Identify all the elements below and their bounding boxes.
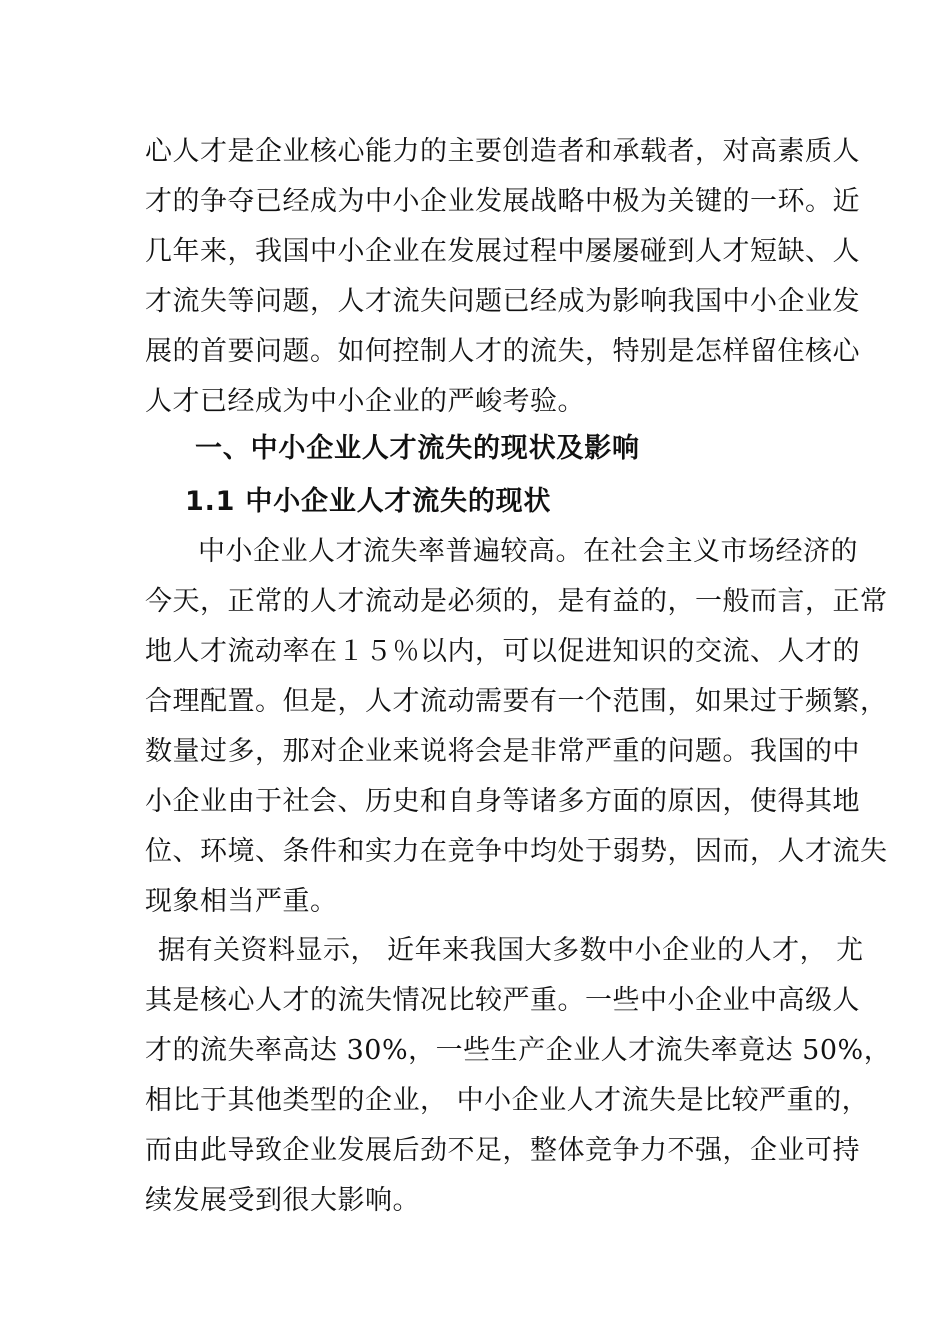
intro-line-1: 心人才是企业核心能力的主要创造者和承载者，对高素质人	[145, 136, 860, 167]
para2-line-5: 而由此导致企业发展后劲不足，整体竞争力不强，企业可持	[145, 1135, 860, 1166]
para2-line-2: 其是核心人才的流失情况比较严重。一些中小企业中高级人	[145, 985, 860, 1016]
para1-line-2: 今天，正常的人才流动是必须的，是有益的，一般而言，正常	[145, 586, 888, 617]
para1-line-1: 中小企业人才流失率普遍较高。在社会主义市场经济的	[198, 536, 858, 567]
intro-line-6: 人才已经成为中小企业的严峻考验。	[145, 386, 585, 417]
para1-line-6: 小企业由于社会、历史和自身等诸多方面的原因，使得其地	[145, 786, 860, 817]
para2-line-6: 续发展受到很大影响。	[145, 1185, 420, 1216]
section-heading: 一、中小企业人才流失的现状及影响	[195, 433, 640, 464]
subsection-heading: 1.1 中小企业人才流失的现状	[185, 486, 552, 517]
para1-line-5: 数量过多，那对企业来说将会是非常严重的问题。我国的中	[145, 736, 860, 767]
intro-line-5: 展的首要问题。如何控制人才的流失，特别是怎样留住核心	[145, 336, 860, 367]
para2-line-3: 才的流失率高达 30%，一些生产企业人才流失率竟达 50%，	[145, 1035, 892, 1066]
intro-line-2: 才的争夺已经成为中小企业发展战略中极为关键的一环。近	[145, 186, 860, 217]
para1-line-3: 地人才流动率在１５％以内，可以促进知识的交流、人才的	[145, 636, 860, 667]
para1-line-4: 合理配置。但是，人才流动需要有一个范围，如果过于频繁，	[145, 686, 888, 717]
intro-line-3: 几年来，我国中小企业在发展过程中屡屡碰到人才短缺、人	[145, 236, 860, 267]
para2-line-4: 相比于其他类型的企业， 中小企业人才流失是比较严重的，	[145, 1085, 870, 1116]
para1-line-7: 位、环境、条件和实力在竞争中均处于弱势，因而，人才流失	[145, 836, 888, 867]
para2-line-1: 据有关资料显示， 近年来我国大多数中小企业的人才， 尤	[158, 935, 864, 966]
para1-line-8: 现象相当严重。	[145, 886, 338, 917]
intro-line-4: 才流失等问题，人才流失问题已经成为影响我国中小企业发	[145, 286, 860, 317]
